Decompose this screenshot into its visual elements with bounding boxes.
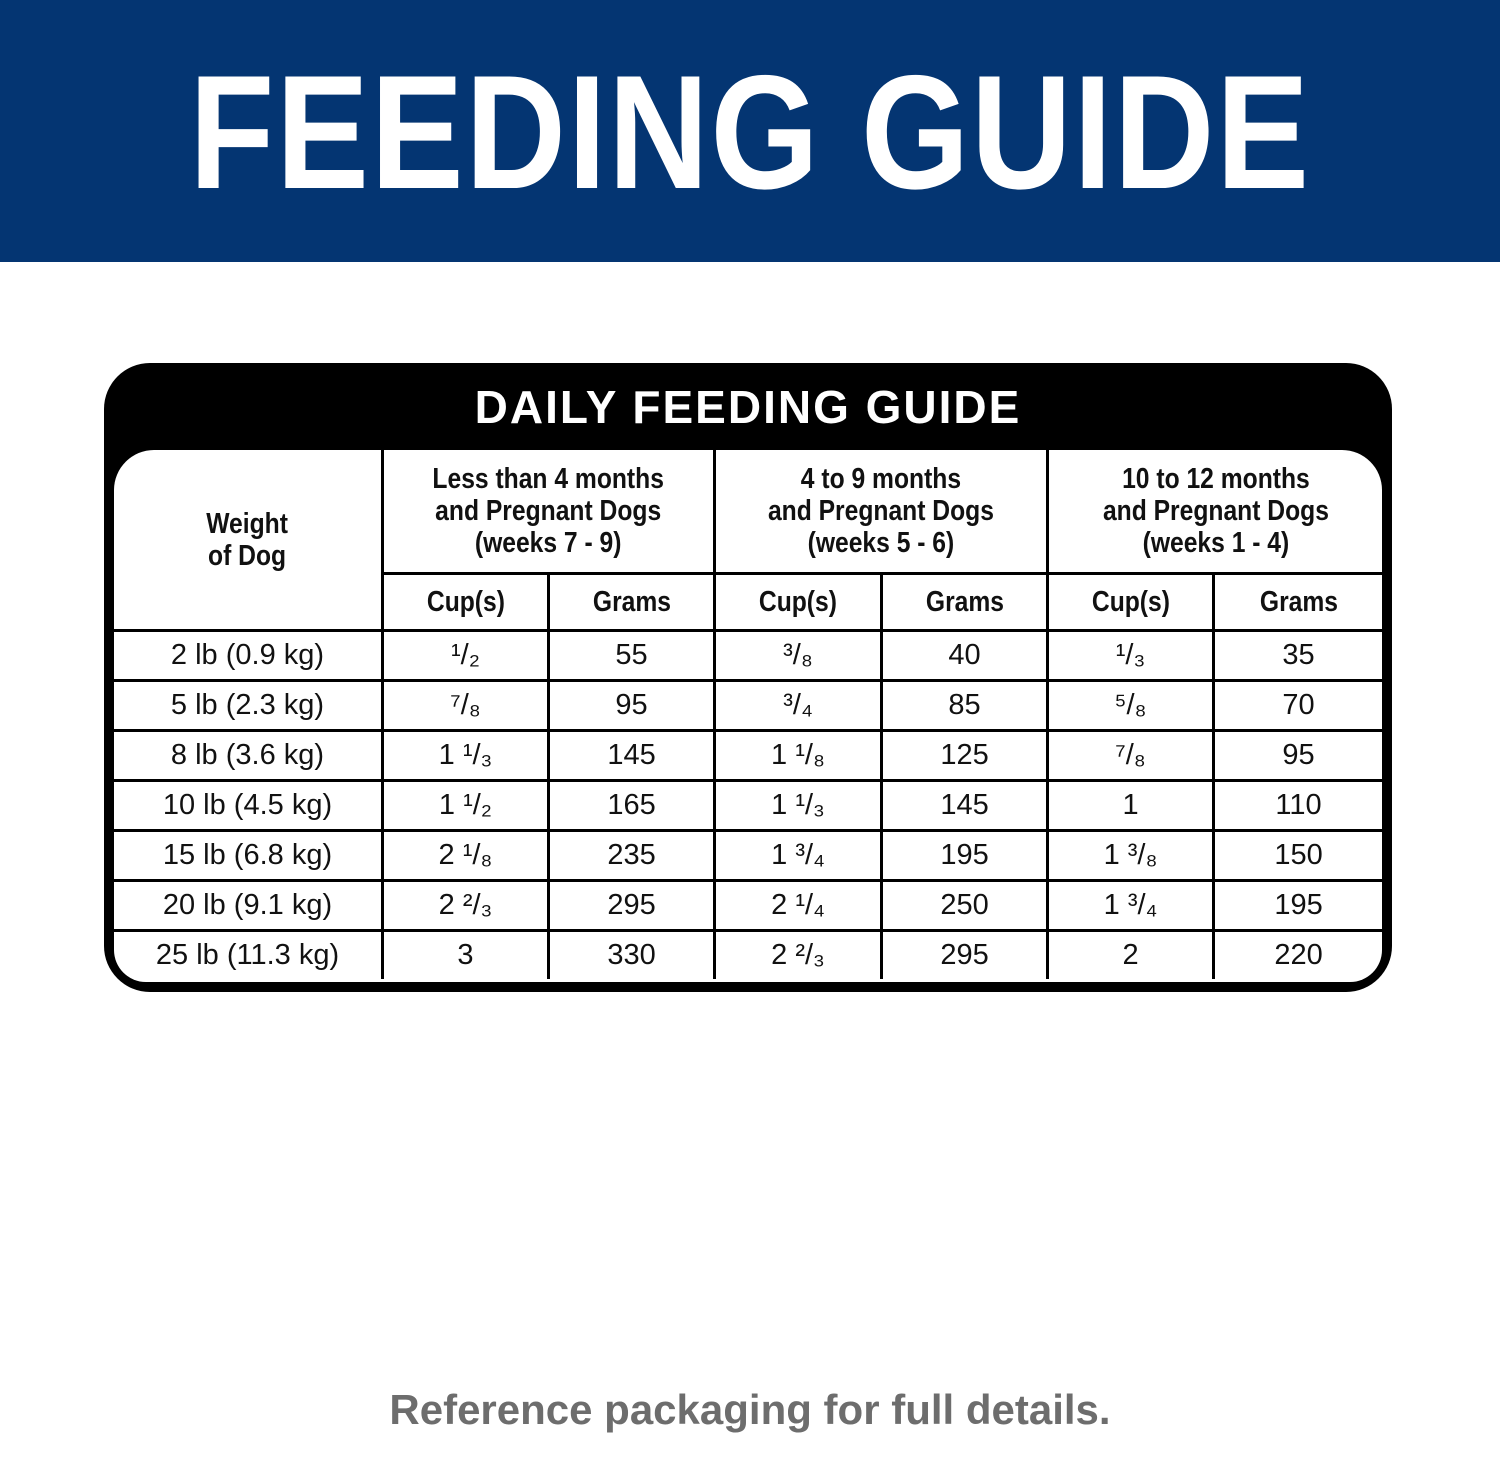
grams-cell: 195 bbox=[883, 832, 1049, 882]
weight-cell: 10 lb (4.5 kg) bbox=[114, 782, 384, 832]
grams-cell: 250 bbox=[883, 882, 1049, 932]
weight-cell: 20 lb (9.1 kg) bbox=[114, 882, 384, 932]
grams-cell: 235 bbox=[550, 832, 716, 882]
grams-cell: 95 bbox=[550, 682, 716, 732]
cups-cell: ⁷/₈ bbox=[384, 682, 550, 732]
cups-cell: 1 ³/₈ bbox=[1049, 832, 1215, 882]
page-title: FEEDING GUIDE bbox=[189, 42, 1311, 223]
cups-cell: 2 bbox=[1049, 932, 1215, 979]
sub-header-cups: Cup(s) bbox=[1049, 575, 1215, 632]
weight-cell: 5 lb (2.3 kg) bbox=[114, 682, 384, 732]
grams-cell: 295 bbox=[550, 882, 716, 932]
sub-header-cups: Cup(s) bbox=[716, 575, 883, 632]
cups-cell: ³/₄ bbox=[716, 682, 883, 732]
group-header-row bbox=[114, 450, 1382, 575]
sub-header-cups: Cup(s) bbox=[384, 575, 550, 632]
group-line: (weeks 5 - 6) bbox=[807, 527, 955, 559]
table-body-area bbox=[114, 450, 1382, 982]
grams-cell: 125 bbox=[883, 732, 1049, 782]
grams-cell: 295 bbox=[883, 932, 1049, 979]
grams-cell: 150 bbox=[1215, 832, 1382, 882]
group-line: 4 to 9 months bbox=[800, 463, 962, 495]
table-row bbox=[114, 782, 1382, 832]
feeding-table bbox=[114, 450, 1382, 979]
grams-cell: 145 bbox=[883, 782, 1049, 832]
weight-cell: 8 lb (3.6 kg) bbox=[114, 732, 384, 782]
group-line: (weeks 7 - 9) bbox=[475, 527, 622, 559]
cups-cell: ¹/₂ bbox=[384, 632, 550, 682]
grams-cell: 220 bbox=[1274, 939, 1323, 971]
group-line: 10 to 12 months bbox=[1121, 463, 1310, 495]
weight-header-line: Weight bbox=[206, 507, 289, 540]
grams-cell: 145 bbox=[550, 732, 716, 782]
grams-cell: 70 bbox=[1215, 682, 1382, 732]
grams-cell: 165 bbox=[550, 782, 716, 832]
cups-cell: 2 ²/₃ bbox=[716, 932, 883, 979]
group-header-10-to-12-months bbox=[1049, 450, 1382, 575]
cups-cell: ¹/₃ bbox=[1049, 632, 1215, 682]
grams-cell: 95 bbox=[1215, 732, 1382, 782]
cups-cell: 1 ³/₄ bbox=[716, 832, 883, 882]
cups-cell: 1 ¹/₃ bbox=[384, 732, 550, 782]
table-row bbox=[114, 932, 1382, 979]
table-row bbox=[114, 882, 1382, 932]
table-row bbox=[114, 732, 1382, 782]
header-banner bbox=[0, 0, 1500, 262]
group-line: and Pregnant Dogs bbox=[1102, 495, 1329, 527]
cups-cell: 1 ¹/₂ bbox=[384, 782, 550, 832]
group-line: and Pregnant Dogs bbox=[435, 495, 662, 527]
group-header-4-to-9-months bbox=[716, 450, 1049, 575]
grams-cell: 35 bbox=[1215, 632, 1382, 682]
group-line: Less than 4 months bbox=[432, 463, 665, 495]
cups-cell: 2 ²/₃ bbox=[384, 882, 550, 932]
grams-cell: 195 bbox=[1215, 882, 1382, 932]
cups-cell: 1 ¹/₃ bbox=[716, 782, 883, 832]
cups-cell: 3 bbox=[384, 932, 550, 979]
table-row bbox=[114, 682, 1382, 732]
grams-cell: 55 bbox=[550, 632, 716, 682]
cups-cell: ⁵/₈ bbox=[1049, 682, 1215, 732]
cups-cell: 1 ³/₄ bbox=[1049, 882, 1215, 932]
weight-cell: 2 lb (0.9 kg) bbox=[114, 632, 384, 682]
table-row bbox=[114, 632, 1382, 682]
cups-cell: 1 bbox=[1049, 782, 1215, 832]
weight-header-line: of Dog bbox=[208, 539, 287, 572]
grams-cell: 85 bbox=[883, 682, 1049, 732]
table-row bbox=[114, 832, 1382, 882]
feeding-guide-table-card bbox=[104, 363, 1392, 992]
weight-header bbox=[114, 450, 384, 632]
sub-header-grams: Grams bbox=[883, 575, 1049, 632]
cups-cell: ³/₈ bbox=[716, 632, 883, 682]
table-title: DAILY FEEDING GUIDE bbox=[474, 381, 1022, 433]
cups-cell: 2 ¹/₄ bbox=[716, 882, 883, 932]
sub-header-grams: Grams bbox=[1215, 575, 1382, 632]
grams-cell: 40 bbox=[883, 632, 1049, 682]
grams-cell: 110 bbox=[1215, 782, 1382, 832]
weight-cell: 15 lb (6.8 kg) bbox=[114, 832, 384, 882]
weight-cell: 25 lb (11.3 kg) bbox=[114, 932, 384, 979]
group-line: (weeks 1 - 4) bbox=[1142, 527, 1289, 559]
cups-cell: ⁷/₈ bbox=[1049, 732, 1215, 782]
group-header-under-4-months bbox=[384, 450, 716, 575]
group-line: and Pregnant Dogs bbox=[768, 495, 995, 527]
sub-header-grams: Grams bbox=[550, 575, 716, 632]
cups-cell: 1 ¹/₈ bbox=[716, 732, 883, 782]
grams-cell: 330 bbox=[550, 932, 716, 979]
footer-note: Reference packaging for full details. bbox=[389, 1386, 1111, 1433]
cups-cell: 2 ¹/₈ bbox=[384, 832, 550, 882]
